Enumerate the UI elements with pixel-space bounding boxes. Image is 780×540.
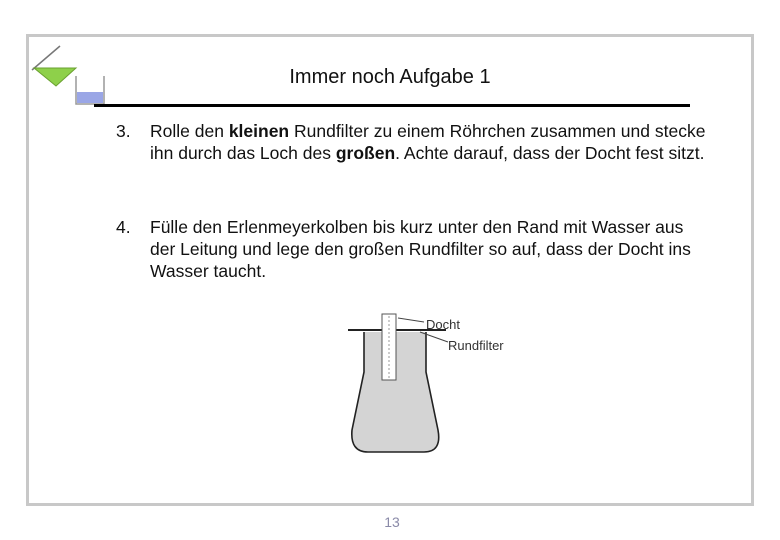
label-wick: Docht <box>426 317 460 332</box>
slide-title: Immer noch Aufgabe 1 <box>289 66 491 88</box>
emphasis-grossen: großen <box>335 143 396 163</box>
title-divider <box>94 104 690 107</box>
step-number: 3. <box>116 121 131 141</box>
page-number: 13 <box>384 514 400 530</box>
wick <box>382 314 396 380</box>
step-number: 4. <box>116 217 131 237</box>
erlenmeyer-flask-diagram <box>340 308 540 460</box>
label-round-filter: Rundfilter <box>448 338 504 353</box>
emphasis-kleinen: kleinen <box>228 121 290 141</box>
step-text: Fülle den Erlenmeyerkolben bis kurz unter den Rand mit Wasser aus der Leitung und lege den großen Rundfilter so auf, dass der Docht ins Wasser taucht. <box>150 217 691 281</box>
step-text: Rolle den kleinen Rundfilter zu einem Röhrchen zusammen und stecke ihn durch das Loch des großen. Achte darauf, dass der Docht fest sitzt. <box>150 121 706 163</box>
flask-logo-icon <box>30 42 108 108</box>
